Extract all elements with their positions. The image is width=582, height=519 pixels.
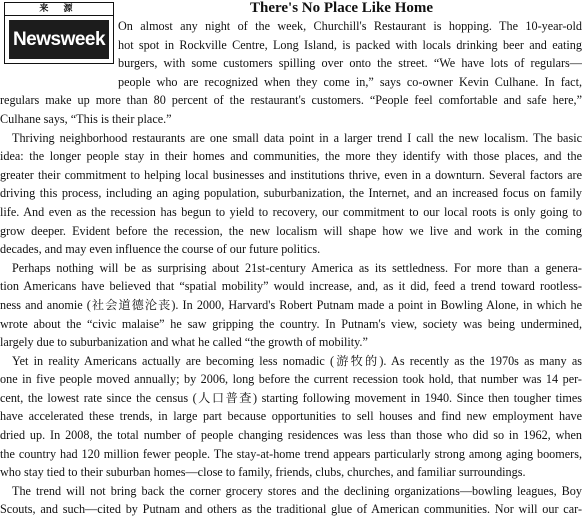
text-line: dried up. In 2008, the total number of people changing residences was less than those who did so in 1962, when [0, 428, 582, 443]
text-line: ness and anomie (社会道德沦丧). In 2000, Harvard's Robert Putnam made a point in Bowling Alone, in which he [0, 297, 582, 312]
text-line: Perhaps nothing will be as surprising about 21st-century America as its settledness. For more than a genera- [12, 260, 582, 275]
text-line: the country had 120 million fewer people. The stay-at-home trend appears particularly strong among aging boomers, [0, 446, 582, 461]
article-body [0, 17, 582, 519]
text-line: The trend will not bring back the corner grocery stores and the declining organizations—bowling leagues, Boy [12, 483, 582, 498]
text-line: life. And even as the recession has begun to yield to recovery, our commitment to our local roots is only going to [0, 204, 582, 219]
text-line: Yet in reality Americans actually are becoming less nomadic (游牧的). As recently as the 1970s as many as [12, 353, 582, 368]
text-line: Culhane says, “This is their place.” [0, 111, 172, 126]
text-line: Thriving neighborhood restaurants are one small data point in a larger trend I call the new localism. The basic [12, 130, 582, 145]
text-line: idea: the longer people stay in their homes and communities, the more they identify with those places, and the [0, 149, 582, 164]
text-line: decades, and may even influence the course of our future politics. [0, 242, 321, 257]
newsweek-logo: Newsweek [9, 20, 109, 59]
text-line: wrote about the “civic malaise” he saw gripping the country. In Putnam's view, society was being undermined, [0, 316, 582, 331]
text-line: greater their commitment to helping local businesses and institutions thrive, even in a downturn. Several factors are [0, 167, 582, 182]
text-line: one in five people moved annually; by 2006, long before the current recession took hold, that number was 14 per- [0, 372, 582, 387]
text-line: cent, the lowest rate since the census (人口普查) starting following movement in 1940. Since then tougher times [0, 390, 582, 405]
text-line: tion Americans have believed that “spatial mobility” would increase, and, as it did, feed a trend toward rootless- [0, 279, 582, 294]
source-label: 来 源 [5, 3, 113, 16]
text-line: regulars make up more than 80 percent of the restaurant's customers. “People feel comfortable and safe here,” [0, 93, 582, 108]
text-line: On almost any night of the week, Churchill's Restaurant is hopping. The 10-year-old [118, 19, 582, 33]
text-line: have accelerated these trends, in large part because opportunities to sell houses and find new employment have [0, 409, 582, 424]
text-line: Scouts, and such—cited by Putnam and others as the traditional glue of American communities. Nor will our car- [0, 502, 582, 517]
text-line: hot spot in Rockville Centre, Long Island, is packed with locals drinking beer and eating [118, 37, 582, 52]
text-line: burgers, with some customers spilling over onto the street. “We have lots of regulars— [118, 56, 582, 71]
text-line: grow deeper. Evident before the recession, the new localism will shape how we live and work in the coming [0, 223, 582, 238]
article-title: There's No Place Like Home [250, 0, 434, 16]
text-line: largely due to suburbanization and what he called “the growth of mobility.” [0, 335, 368, 350]
text-line: driving this process, including an aging population, suburbanization, the Internet, and an increased focus on family [0, 186, 582, 201]
text-line: who stay tied to their suburban homes—close to family, friends, clubs, churches, and familiar surroundings. [0, 465, 526, 480]
text-line: people who are recognized when they come in,” says co-owner Kevin Culhane. In fact, [118, 74, 582, 89]
